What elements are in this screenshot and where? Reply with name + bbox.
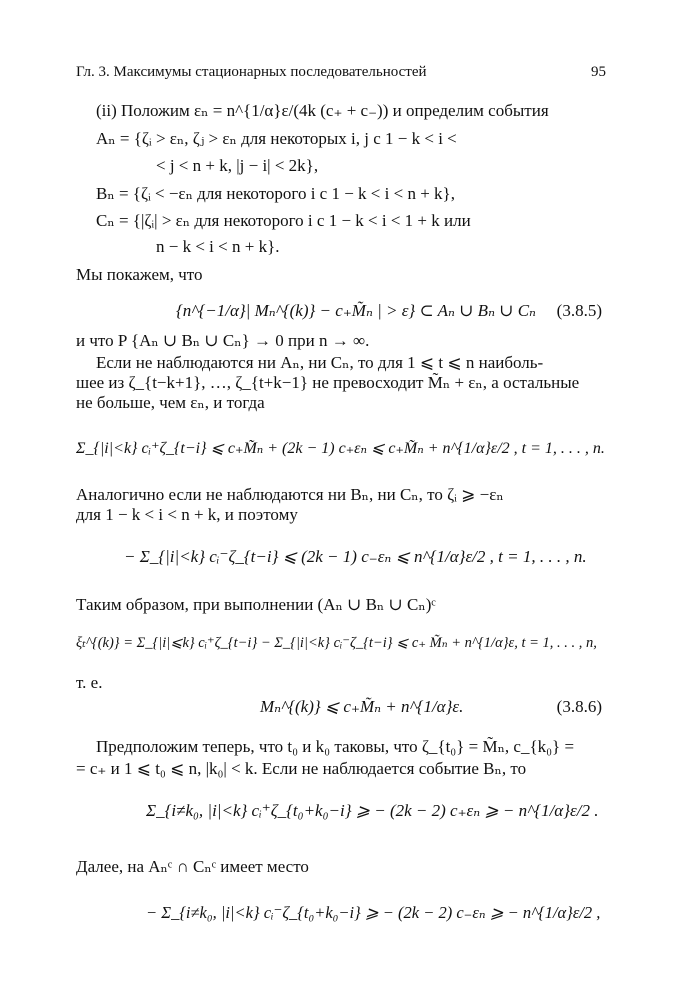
display-equation: {n^{−1/α}| Mₙ^{(k)} − c₊M̃ₙ | > ε} ⊂ Aₙ ∪ Bₙ ∪ Cₙ — [176, 301, 536, 320]
text-line: не больше, чем εₙ, и тогда — [76, 393, 265, 412]
text-line: Cₙ = {|ζᵢ| > εₙ для некоторого i с 1 − k < i < 1 + k или — [96, 211, 471, 230]
text-line: т. е. — [76, 673, 103, 692]
display-equation: Σ_{|i|<k} cᵢ⁺ζ_{t−i} ⩽ c₊M̃ₙ + (2k − 1) c₊εₙ ⩽ c₊M̃ₙ + n^{1/α}ε/2 , t = 1, . . . , n. — [76, 440, 605, 457]
text-line: Таким образом, при выполнении (Aₙ ∪ Bₙ ∪ Cₙ)ᶜ — [76, 595, 436, 614]
text-line: = c₊ и 1 ⩽ t₀ ⩽ n, |k₀| < k. Если не наблюдается событие Bₙ, то — [76, 759, 527, 778]
text-line: < j < n + k, |j − i| < 2k}, — [156, 156, 319, 175]
text-line: для 1 − k < i < n + k, и поэтому — [76, 505, 298, 524]
text-line: Aₙ = {ζᵢ > εₙ, ζⱼ > εₙ для некоторых i, j с 1 − k < i < — [96, 129, 457, 148]
text-line: n − k < i < n + k}. — [156, 237, 280, 256]
display-equation: Mₙ^{(k)} ⩽ c₊M̃ₙ + n^{1/α}ε. — [260, 697, 464, 716]
chapter-title: Гл. 3. Максимумы стационарных последовательностей — [76, 64, 427, 80]
text-line: Аналогично если не наблюдаются ни Bₙ, ни Cₙ, то ζᵢ ⩾ −εₙ — [76, 485, 504, 504]
text-line: шее из ζ_{t−k+1}, …, ζ_{t+k−1} не превосходит M̃ₙ + εₙ, а остальные — [76, 373, 580, 392]
text-line: Далее, на Aₙᶜ ∩ Cₙᶜ имеет место — [76, 857, 309, 876]
page-number: 95 — [591, 64, 606, 80]
text-line: Если не наблюдаются ни Aₙ, ни Cₙ, то для 1 ⩽ t ⩽ n наиболь- — [96, 353, 544, 372]
running-header — [76, 64, 606, 86]
text-line: Bₙ = {ζᵢ < −εₙ для некоторого i с 1 − k < i < n + k}, — [96, 184, 455, 203]
equation-number: (3.8.6) — [556, 697, 602, 716]
text-line: Мы покажем, что — [76, 265, 203, 284]
display-equation: − Σ_{|i|<k} cᵢ⁻ζ_{t−i} ⩽ (2k − 1) c₋εₙ ⩽ n^{1/α}ε/2 , t = 1, . . . , n. — [124, 547, 587, 566]
equation-number: (3.8.5) — [556, 301, 602, 320]
display-equation: ξₜ^{(k)} = Σ_{|i|⩽k} cᵢ⁺ζ_{t−i} − Σ_{|i|<k} cᵢ⁻ζ_{t−i} ⩽ c₊ M̃ₙ + n^{1/α}ε, t = 1, . . . , n, — [76, 635, 597, 651]
text-line: Предположим теперь, что t₀ и k₀ таковы, что ζ_{t₀} = M̃ₙ, c_{k₀} = — [96, 737, 575, 756]
display-equation: − Σ_{i≠k₀, |i|<k} cᵢ⁻ζ_{t₀+k₀−i} ⩾ − (2k − 2) c₋εₙ ⩾ − n^{1/α}ε/2 , — [146, 903, 601, 922]
display-equation: Σ_{i≠k₀, |i|<k} cᵢ⁺ζ_{t₀+k₀−i} ⩾ − (2k − 2) c₊εₙ ⩾ − n^{1/α}ε/2 . — [146, 801, 599, 820]
text-line: и что P {Aₙ ∪ Bₙ ∪ Cₙ} → 0 при n → ∞. — [76, 331, 370, 350]
text-line: (ii) Положим εₙ = n^{1/α}ε/(4k (c₊ + c₋)) и определим события — [96, 101, 549, 120]
